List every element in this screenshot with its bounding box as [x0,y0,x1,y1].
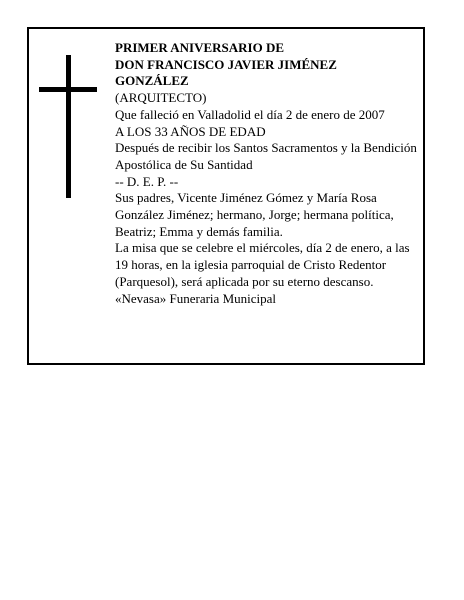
profession: (ARQUITECTO) [115,90,207,106]
heading-line-2: DON FRANCISCO JAVIER JIMÉNEZ [115,56,337,72]
cross-vertical-bar [66,55,71,198]
mass-announcement: La misa que se celebre el miércoles, día 2 de enero, a las 19 horas, en la iglesia parroquial de Cristo Redentor (Parquesol), será aplicada por su eterno descanso. [115,240,410,289]
rip: -- D. E. P. -- [115,173,179,189]
age: A LOS 33 AÑOS DE EDAD [115,123,266,139]
funeral-home: «Nevasa» Funeraria Municipal [115,290,277,306]
cross-horizontal-bar [39,87,97,92]
family: Sus padres, Vicente Jiménez Gómez y María Rosa González Jiménez; hermano, Jorge; hermana política, Beatriz; Emma y demás familia. [115,190,394,239]
heading-line-1: PRIMER ANIVERSARIO DE [115,40,285,55]
sacraments: Después de recibir los Santos Sacramentos y la Bendición Apostólica de Su Santidad [115,140,417,172]
notice-text [115,40,423,307]
death-info: Que falleció en Valladolid el día 2 de enero de 2007 [115,106,385,122]
heading-line-3: GONZÁLEZ [115,73,189,89]
obituary-notice [27,27,425,365]
